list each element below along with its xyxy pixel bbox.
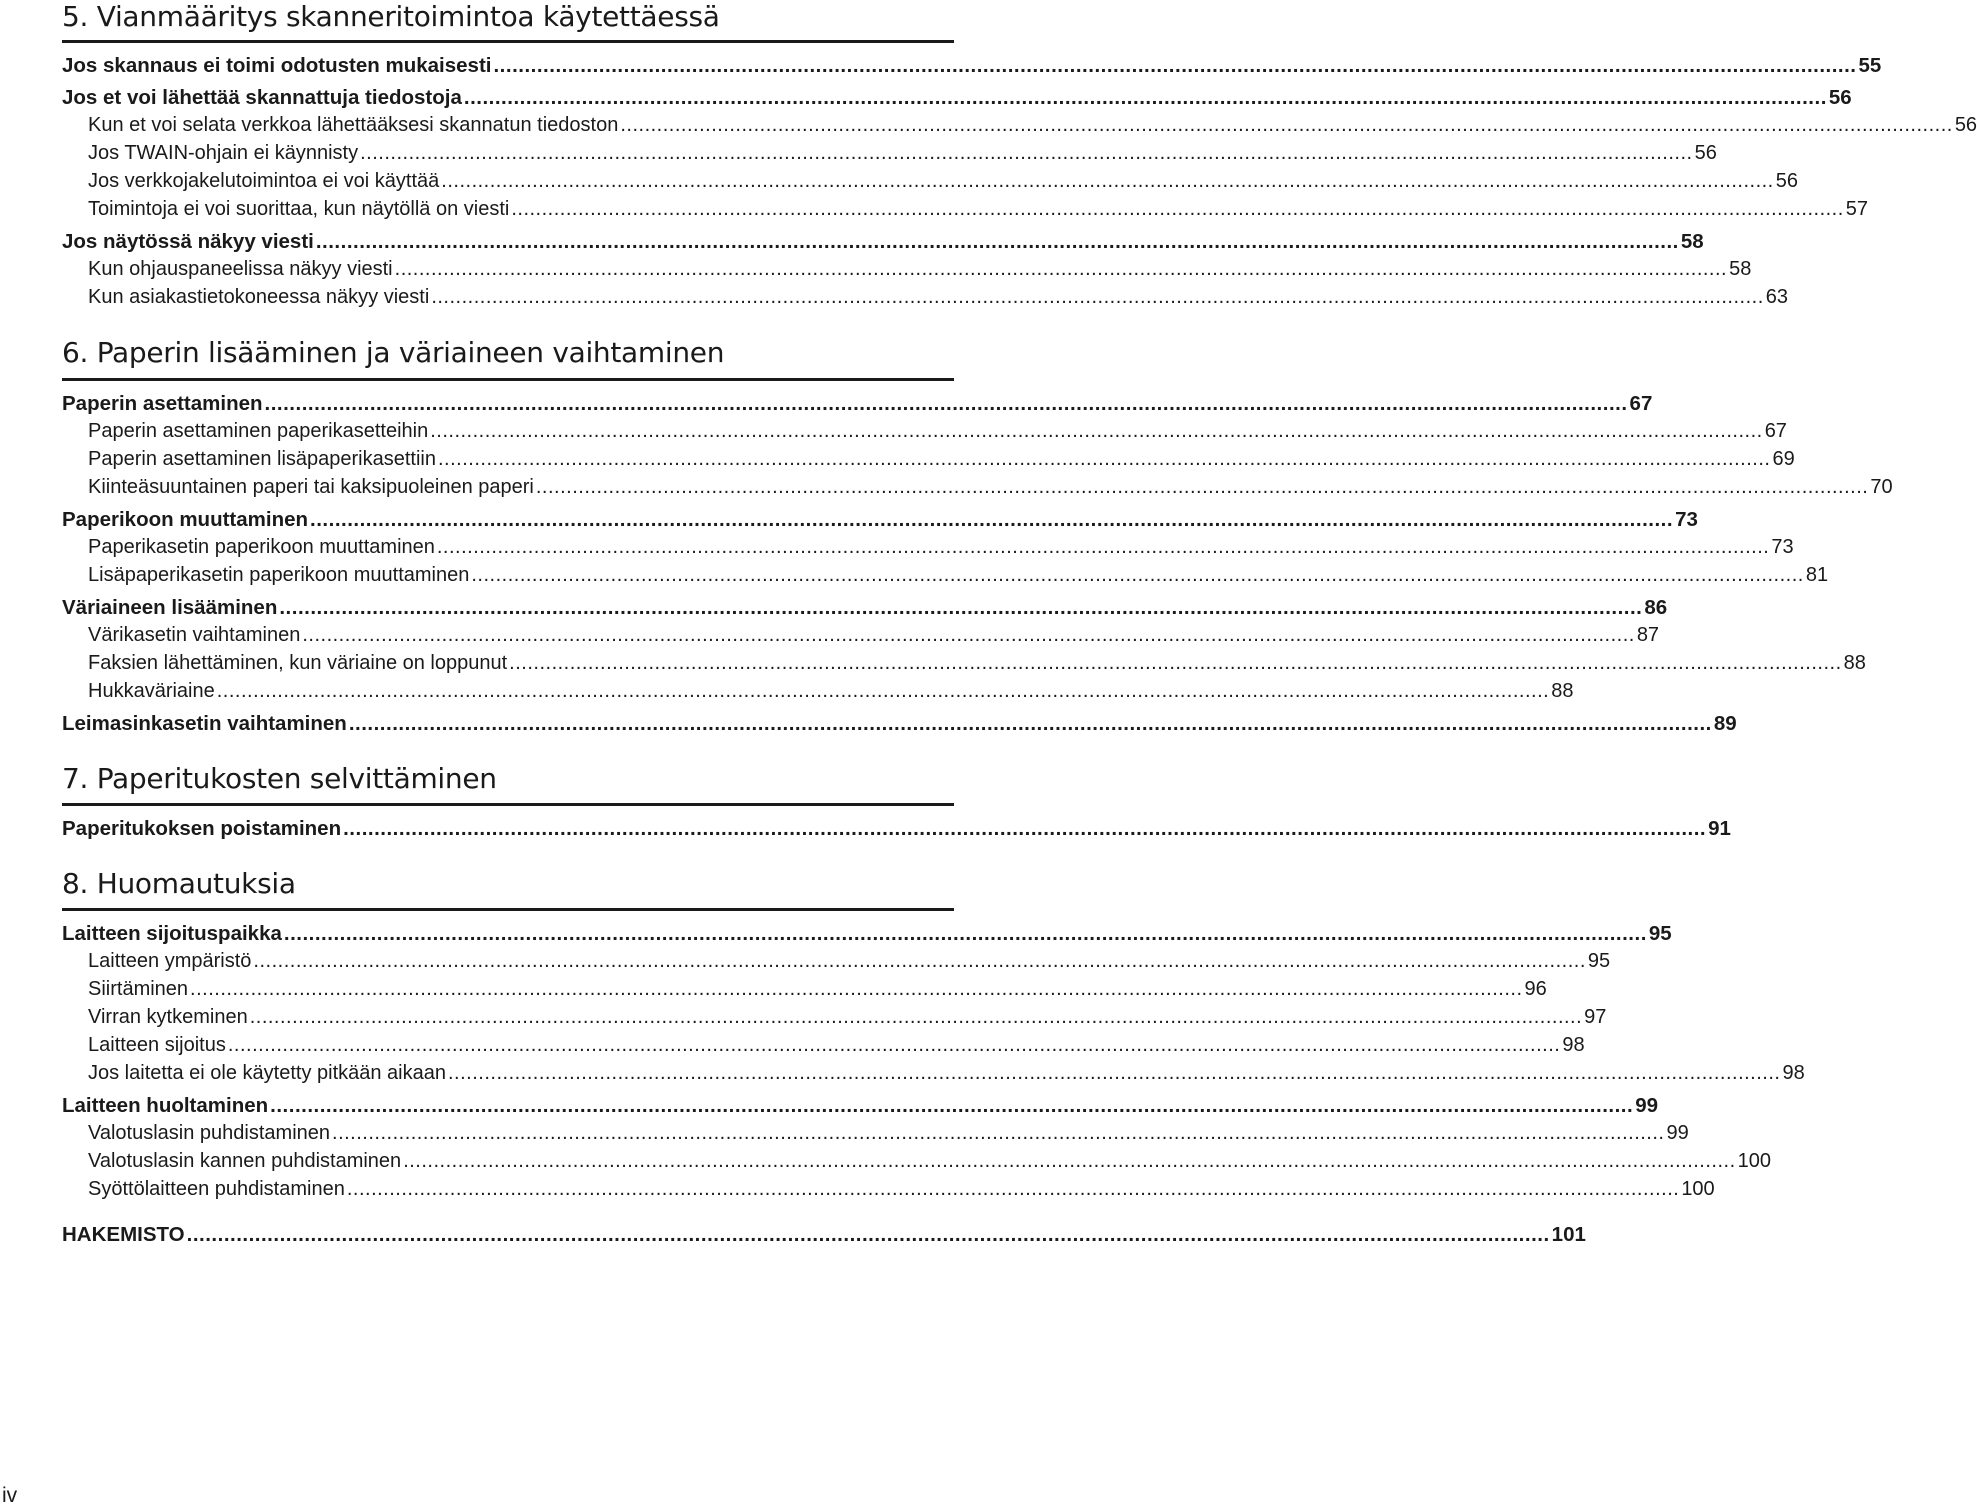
toc-entry-page: 81 (1805, 564, 1829, 586)
toc-entry-text: Laitteen sijoituspaikka (62, 922, 282, 945)
dot-leader: ............................................................................................................................................................................................................................ (264, 392, 1628, 415)
toc-entry-text: Toimintoja ei voi suorittaa, kun näytöllä on viesti (88, 198, 510, 220)
dot-leader: ............................................................................................................................................................................................................................ (620, 114, 1953, 136)
toc-entry-page: 69 (1772, 448, 1795, 470)
dot-leader: ............................................................................................................................................................................................................................ (253, 950, 1586, 972)
dot-leader: ............................................................................................................................................................................................................................ (302, 624, 1635, 646)
toc-subentry[interactable] (88, 564, 1829, 590)
toc-entry-text: Paperin asettaminen lisäpaperikasettiin (88, 448, 436, 470)
dot-leader: ............................................................................................................................................................................................................................ (441, 170, 1774, 192)
toc-subentry[interactable] (88, 476, 1893, 502)
chapter-rule (62, 40, 954, 43)
dot-leader: ............................................................................................................................................................................................................................ (190, 978, 1523, 1000)
toc-entry[interactable] (62, 54, 1882, 80)
dot-leader: ............................................................................................................................................................................................................................ (343, 817, 1707, 840)
toc-entry-text: Kun asiakastietokoneessa näkyy viesti (88, 286, 430, 308)
toc-entry-text: Jos näytössä näkyy viesti (62, 230, 314, 253)
toc-entry-text: Jos verkkojakelutoimintoa ei voi käyttää (88, 170, 440, 192)
toc-subentry[interactable] (88, 258, 1752, 284)
toc-entry-text: Laitteen huoltaminen (62, 1094, 269, 1117)
toc-entry-text: Syöttölaitteen puhdistaminen (88, 1178, 345, 1200)
toc-subentry[interactable] (88, 1122, 1689, 1148)
toc-entry[interactable] (62, 1094, 1658, 1120)
dot-leader: ............................................................................................................................................................................................................................ (315, 230, 1679, 253)
toc-entry-text: Hukkaväriaine (88, 680, 215, 702)
toc-subentry[interactable] (88, 170, 1798, 196)
toc-entry[interactable] (62, 596, 1668, 622)
toc-entry-text: Väriaineen lisääminen (62, 596, 278, 619)
toc-subentry[interactable] (88, 1006, 1607, 1032)
toc-entry-page: 73 (1771, 536, 1794, 558)
toc-entry-text: Jos et voi lähettää skannattuja tiedostoja (62, 86, 462, 109)
toc-subentry[interactable] (88, 624, 1660, 650)
toc-entry-page: 56 (1694, 142, 1717, 164)
toc-entry-page: 87 (1636, 624, 1660, 646)
toc-entry-page: 55 (1858, 54, 1882, 77)
toc-subentry[interactable] (88, 114, 1977, 140)
toc-entry-text: Värikasetin vaihtaminen (88, 624, 301, 646)
chapter-title: 7. Paperitukosten selvittäminen (62, 762, 497, 795)
dot-leader: ............................................................................................................................................................................................................................ (511, 198, 1844, 220)
toc-entry-page: 88 (1843, 652, 1866, 674)
dot-leader: ............................................................................................................................................................................................................................ (471, 564, 1804, 586)
toc-entry-page: 67 (1764, 420, 1787, 442)
dot-leader: ............................................................................................................................................................................................................................ (431, 286, 1764, 308)
toc-entry[interactable] (62, 230, 1704, 256)
toc-entry-page: 96 (1524, 978, 1547, 1000)
toc-entry[interactable] (62, 817, 1731, 843)
toc-entry-text: Kiinteäsuuntainen paperi tai kaksipuoleinen paperi (88, 476, 534, 498)
dot-leader: ............................................................................................................................................................................................................................ (463, 86, 1827, 109)
toc-entry[interactable] (62, 712, 1737, 738)
toc-entry-page: 95 (1648, 922, 1672, 945)
toc-entry[interactable] (62, 922, 1672, 948)
toc-subentry[interactable] (88, 1150, 1772, 1176)
toc-entry-text: Leimasinkasetin vaihtaminen (62, 712, 347, 735)
toc-entry-page: 88 (1551, 680, 1574, 702)
toc-entry-page: 89 (1713, 712, 1737, 735)
toc-entry-text: Siirtäminen (88, 978, 189, 1000)
toc-subentry[interactable] (88, 950, 1611, 976)
toc-subentry[interactable] (88, 680, 1574, 706)
dot-leader: ............................................................................................................................................................................................................................ (403, 1150, 1736, 1172)
toc-entry-page: 100 (1737, 1150, 1772, 1172)
toc-entry-text: Kun ohjauspaneelissa näkyy viesti (88, 258, 393, 280)
toc-entry-text: HAKEMISTO (62, 1223, 185, 1246)
toc-entry-page: 86 (1644, 596, 1668, 619)
dot-leader: ............................................................................................................................................................................................................................ (535, 476, 1869, 498)
toc-subentry[interactable] (88, 420, 1787, 446)
toc-entry-page: 58 (1680, 230, 1704, 253)
toc-subentry[interactable] (88, 1062, 1805, 1088)
toc-entry-page: 100 (1681, 1178, 1715, 1200)
dot-leader: ............................................................................................................................................................................................................................ (310, 508, 1674, 531)
dot-leader: ............................................................................................................................................................................................................................ (270, 1094, 1634, 1117)
toc-entry[interactable] (62, 392, 1653, 418)
toc-entry-page: 99 (1635, 1094, 1658, 1117)
dot-leader: ............................................................................................................................................................................................................................ (437, 448, 1771, 470)
toc-entry-text: Valotuslasin puhdistaminen (88, 1122, 331, 1144)
toc-entry-page: 99 (1666, 1122, 1689, 1144)
toc-subentry[interactable] (88, 536, 1794, 562)
toc-entry-text: Laitteen sijoitus (88, 1034, 226, 1056)
toc-entry-text: Paperikasetin paperikoon muuttaminen (88, 536, 435, 558)
toc-subentry[interactable] (88, 198, 1869, 224)
toc-entry-page: 98 (1782, 1062, 1805, 1084)
toc-subentry[interactable] (88, 978, 1547, 1004)
toc-subentry[interactable] (88, 1178, 1715, 1204)
chapter-title: 5. Vianmääritys skanneritoimintoa käytettäessä (62, 0, 720, 33)
dot-leader: ............................................................................................................................................................................................................................ (346, 1178, 1680, 1200)
toc-entry-text: Kun et voi selata verkkoa lähettääksesi skannatun tiedoston (88, 114, 619, 136)
toc-entry-text: Jos skannaus ei toimi odotusten mukaisesti (62, 54, 492, 77)
toc-entry-page: 58 (1729, 258, 1752, 280)
toc-entry-page: 98 (1562, 1034, 1585, 1056)
toc-entry-text: Valotuslasin kannen puhdistaminen (88, 1150, 402, 1172)
toc-entry-page: 101 (1551, 1223, 1586, 1246)
toc-entry-text: Lisäpaperikasetin paperikoon muuttaminen (88, 564, 470, 586)
dot-leader: ............................................................................................................................................................................................................................ (227, 1034, 1561, 1056)
chapter-rule (62, 378, 954, 381)
dot-leader: ............................................................................................................................................................................................................................ (348, 712, 1712, 735)
dot-leader: ............................................................................................................................................................................................................................ (430, 420, 1763, 442)
toc-entry-page: 70 (1870, 476, 1893, 498)
toc-entry[interactable] (62, 508, 1698, 534)
dot-leader: ............................................................................................................................................................................................................................ (249, 1006, 1583, 1028)
toc-subentry[interactable] (88, 142, 1717, 168)
toc-entry-page: 56 (1775, 170, 1798, 192)
toc-entry-page: 97 (1584, 1006, 1607, 1028)
dot-leader: ............................................................................................................................................................................................................................ (279, 596, 1643, 619)
toc-entry-text: Jos laitetta ei ole käytetty pitkään aikaan (88, 1062, 446, 1084)
toc-entry-index[interactable] (62, 1223, 1586, 1249)
page-number: iv (2, 1484, 18, 1507)
toc-entry-text: Paperikoon muuttaminen (62, 508, 309, 531)
toc-subentry[interactable] (88, 286, 1789, 312)
toc-entry-page: 63 (1765, 286, 1789, 308)
toc-subentry[interactable] (88, 448, 1795, 474)
chapter-rule (62, 908, 954, 911)
toc-entry[interactable] (62, 86, 1852, 112)
dot-leader: ............................................................................................................................................................................................................................ (394, 258, 1728, 280)
dot-leader: ............................................................................................................................................................................................................................ (186, 1223, 1550, 1246)
toc-entry-text: Paperin asettaminen (62, 392, 263, 415)
chapter-title: 6. Paperin lisääminen ja väriaineen vaihtaminen (62, 336, 725, 369)
dot-leader: ............................................................................................................................................................................................................................ (332, 1122, 1665, 1144)
toc-entry-page: 56 (1954, 114, 1977, 136)
dot-leader: ............................................................................................................................................................................................................................ (436, 536, 1770, 558)
chapter-title: 8. Huomautuksia (62, 867, 296, 900)
toc-entry-page: 73 (1675, 508, 1698, 531)
toc-entry-text: Virran kytkeminen (88, 1006, 248, 1028)
toc-entry-page: 67 (1629, 392, 1653, 415)
dot-leader: ............................................................................................................................................................................................................................ (509, 652, 1842, 674)
toc-entry-page: 56 (1828, 86, 1852, 109)
toc-entry-page: 57 (1845, 198, 1869, 220)
toc-subentry[interactable] (88, 1034, 1585, 1060)
toc-entry-text: Faksien lähettäminen, kun väriaine on loppunut (88, 652, 508, 674)
dot-leader: ............................................................................................................................................................................................................................ (448, 1062, 1781, 1084)
toc-entry-text: Laitteen ympäristö (88, 950, 252, 972)
toc-entry-text: Jos TWAIN-ohjain ei käynnisty (88, 142, 359, 164)
toc-subentry[interactable] (88, 652, 1866, 678)
toc-entry-text: Paperitukoksen poistaminen (62, 817, 342, 840)
toc-entry-text: Paperin asettaminen paperikasetteihin (88, 420, 429, 442)
toc-entry-page: 95 (1587, 950, 1611, 972)
dot-leader: ............................................................................................................................................................................................................................ (493, 54, 1857, 77)
toc-entry-page: 91 (1708, 817, 1731, 840)
dot-leader: ............................................................................................................................................................................................................................ (360, 142, 1693, 164)
dot-leader: ............................................................................................................................................................................................................................ (216, 680, 1550, 702)
chapter-rule (62, 803, 954, 806)
dot-leader: ............................................................................................................................................................................................................................ (283, 922, 1647, 945)
